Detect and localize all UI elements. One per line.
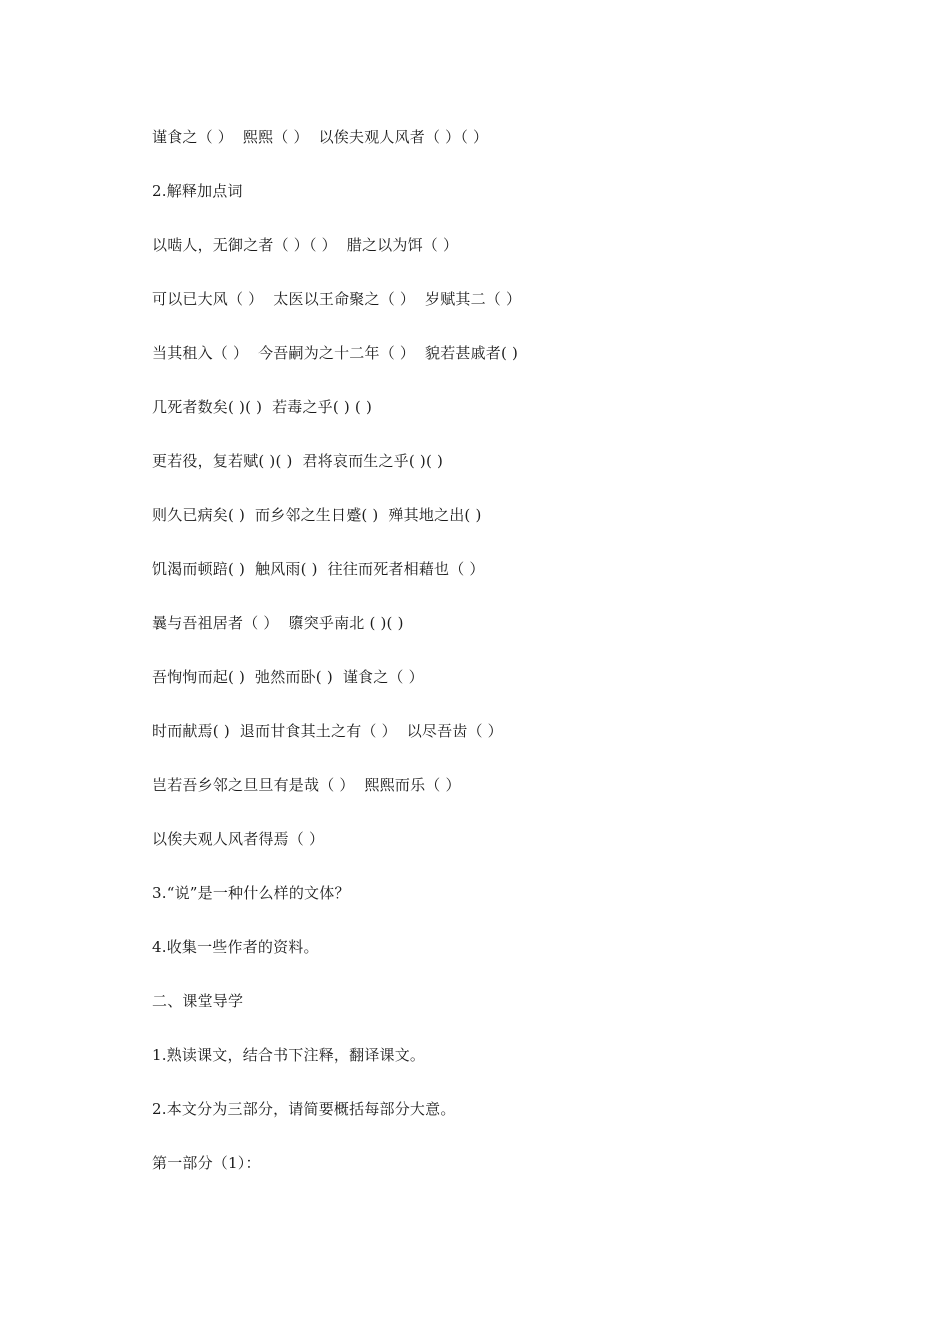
text-line-7: 更若役，复若赋( )( ) 君将哀而生之乎( )( ) — [152, 452, 444, 470]
text-line-8: 则久已病矣( ) 而乡邻之生日蹙( ) 殚其地之出( ) — [152, 506, 482, 524]
text-line-20: 第一部分（1）： — [152, 1154, 261, 1172]
text-line-3: 以啮人，无御之者（ ）（ ） 腊之以为饵（ ） — [152, 236, 459, 254]
text-line-11: 吾恂恂而起( ) 弛然而卧( ) 谨食之（ ） — [152, 668, 424, 686]
text-line-16: 4.收集一些作者的资料。 — [152, 938, 319, 956]
text-line-5: 当其租入（ ） 今吾嗣为之十二年（ ） 貌若甚戚者( ) — [152, 344, 519, 362]
text-line-14: 以俟夫观人风者得焉（ ） — [152, 830, 325, 848]
text-line-6: 几死者数矣( )( ) 若毒之乎( ) ( ) — [152, 398, 372, 416]
text-line-2: 2.解释加点词 — [152, 182, 243, 200]
text-line-9: 饥渴而顿踣( ) 触风雨( ) 往往而死者相藉也（ ） — [152, 560, 485, 578]
text-line-18: 1.熟读课文，结合书下注释，翻译课文。 — [152, 1046, 426, 1064]
text-line-19: 2.本文分为三部分，请简要概括每部分大意。 — [152, 1100, 456, 1118]
text-line-4: 可以已大风（ ） 太医以王命聚之（ ） 岁赋其二（ ） — [152, 290, 522, 308]
text-line-1: 谨食之（ ） 熙熙（ ） 以俟夫观人风者（ ）（ ） — [152, 128, 489, 146]
text-line-15: 3.“说”是一种什么样的文体？ — [152, 884, 350, 902]
text-line-10: 曩与吾祖居者（ ） 隳突乎南北 ( )( ) — [152, 614, 404, 632]
text-line-13: 岂若吾乡邻之旦旦有是哉（ ） 熙熙而乐（ ） — [152, 776, 461, 794]
section-heading: 二、课堂导学 — [152, 992, 244, 1010]
text-line-12: 时而献焉( ) 退而甘食其土之有（ ） 以尽吾齿（ ） — [152, 722, 503, 740]
